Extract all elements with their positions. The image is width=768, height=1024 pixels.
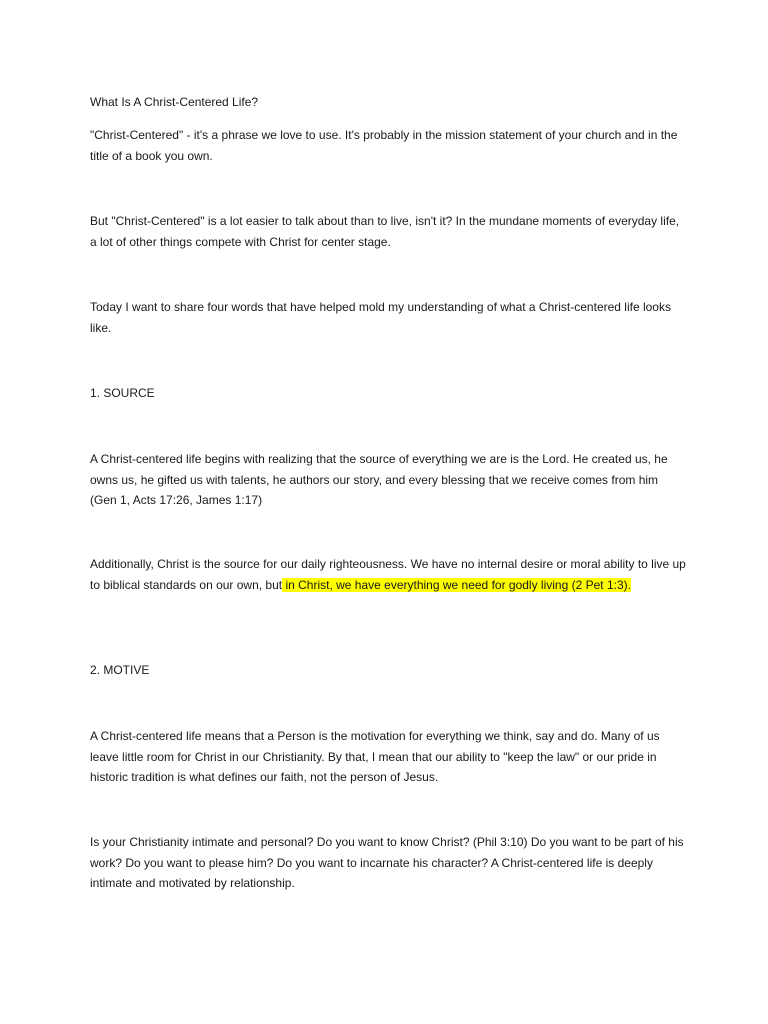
heading-source: 1. SOURCE bbox=[90, 386, 155, 400]
paragraph-text: Additionally, Christ is the source for our daily righteousness. We have no internal desire or moral ability to live up to biblical standards on our own, but bbox=[90, 557, 686, 592]
paragraph-source-lord: A Christ-centered life begins with realizing that the source of everything we are is the Lord. He created us, he owns us, he gifted us with talents, he authors our story, and every blessing that we receive comes from him (Gen 1, Acts 17:26, James 1:17) bbox=[90, 452, 668, 507]
paragraph-intro: "Christ-Centered" - it's a phrase we love to use. It's probably in the mission statement of your church and in the title of a book you own. bbox=[90, 128, 678, 163]
heading-motive: 2. MOTIVE bbox=[90, 663, 150, 677]
paragraph-motive-person: A Christ-centered life means that a Person is the motivation for everything we think, say and do. Many of us leave little room for Christ in our Christianity. By that, I mean that our ability to "keep the law" or our pride in historic tradition is what defines our faith, not the person of Jesus. bbox=[90, 729, 660, 784]
paragraph-four-words: Today I want to share four words that have helped mold my understanding of what a Christ-centered life looks like. bbox=[90, 300, 671, 335]
paragraph-easier-to-talk: But "Christ-Centered" is a lot easier to talk about than to live, isn't it? In the mundane moments of everyday life, a lot of other things compete with Christ for center stage. bbox=[90, 214, 680, 249]
paragraph-intimate-personal: Is your Christianity intimate and personal? Do you want to know Christ? (Phil 3:10) Do you want to be part of his work? Do you want to please him? Do you want to incarnate his character? A Christ-centered life is deeply intimate and motivated by relationship. bbox=[90, 835, 684, 890]
document-title: What Is A Christ-Centered Life? bbox=[90, 95, 259, 109]
highlighted-text: in Christ, we have everything we need for godly living (2 Pet 1:3). bbox=[282, 577, 631, 592]
paragraph-daily-righteousness bbox=[90, 554, 688, 595]
